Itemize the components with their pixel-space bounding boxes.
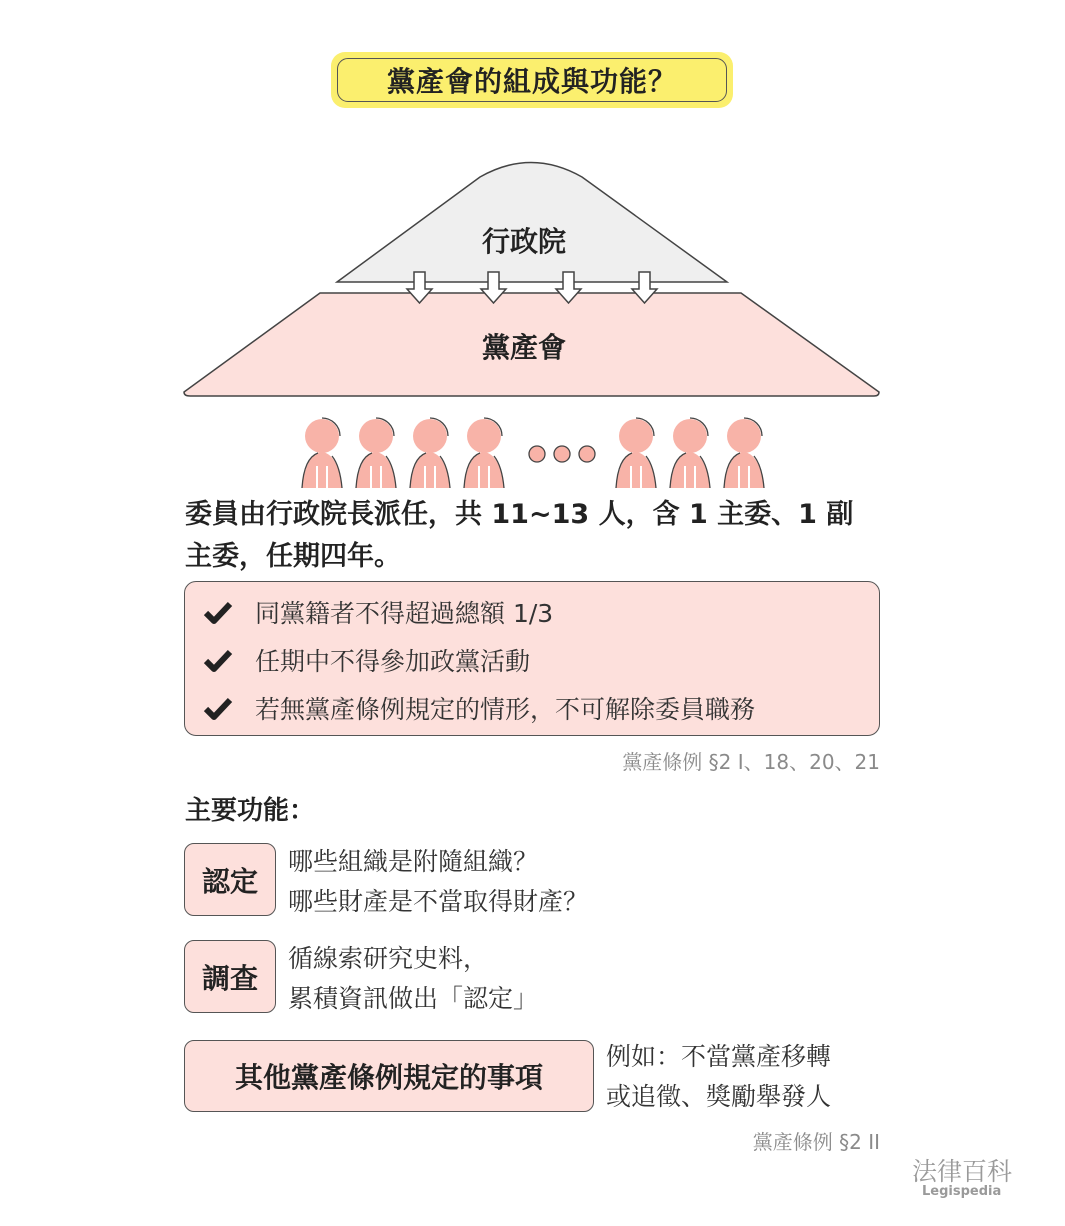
brand-logo-cn: 法律百科 bbox=[912, 1157, 1013, 1186]
member-icon bbox=[616, 418, 656, 488]
function-line: 循線索研究史料， bbox=[288, 944, 489, 973]
function-description bbox=[288, 842, 588, 922]
function-line: 例如：不當黨產移轉 bbox=[606, 1042, 832, 1071]
brand-logo-en: Legispedia bbox=[922, 1184, 1002, 1199]
rules-citation: 黨產條例 §2 I、18、20、21 bbox=[622, 750, 880, 774]
function-description bbox=[288, 939, 538, 1019]
function-line: 哪些財產是不當取得財產？ bbox=[288, 887, 589, 916]
ellipsis-icon bbox=[529, 446, 595, 462]
member-icon bbox=[724, 418, 764, 488]
function-line: 哪些組織是附隨組織？ bbox=[288, 847, 539, 876]
page-title: 黨產會的組成與功能？ bbox=[337, 58, 727, 102]
check-icon bbox=[203, 645, 233, 675]
member-icon bbox=[464, 418, 504, 488]
members-description-line: 委員由行政院長派任，共 11~13 人，含 1 主委、1 副 bbox=[185, 499, 854, 530]
member-icon bbox=[410, 418, 450, 488]
rule-text: 任期中不得參加政黨活動 bbox=[255, 647, 531, 676]
rule-text: 若無黨產條例規定的情形，不可解除委員職務 bbox=[255, 695, 756, 724]
function-description bbox=[606, 1037, 831, 1117]
function-line: 或追徵、獎勵舉發人 bbox=[606, 1082, 832, 1111]
rule-item bbox=[203, 688, 755, 728]
functions-title: 主要功能： bbox=[185, 796, 316, 826]
members-row bbox=[290, 414, 780, 490]
functions-citation: 黨產條例 §2 II bbox=[752, 1130, 880, 1154]
check-icon bbox=[203, 693, 233, 723]
member-icon bbox=[302, 418, 342, 488]
rule-item bbox=[203, 640, 530, 680]
member-icon bbox=[670, 418, 710, 488]
function-tag-recognize: 認定 bbox=[184, 843, 276, 916]
function-tag-investigate: 調查 bbox=[184, 940, 276, 1013]
rule-text: 同黨籍者不得超過總額 1/3 bbox=[255, 599, 554, 628]
rules-box bbox=[184, 581, 880, 736]
members-description bbox=[185, 494, 885, 578]
executive-yuan-label: 行政院 bbox=[482, 225, 567, 258]
function-tag-other: 其他黨產條例規定的事項 bbox=[184, 1040, 594, 1112]
committee-label: 黨產會 bbox=[482, 331, 567, 364]
rule-item bbox=[203, 592, 553, 632]
member-icon bbox=[356, 418, 396, 488]
function-line: 累積資訊做出「認定」 bbox=[288, 984, 539, 1013]
members-description-line: 主委，任期四年。 bbox=[185, 541, 401, 572]
check-icon bbox=[203, 597, 233, 627]
